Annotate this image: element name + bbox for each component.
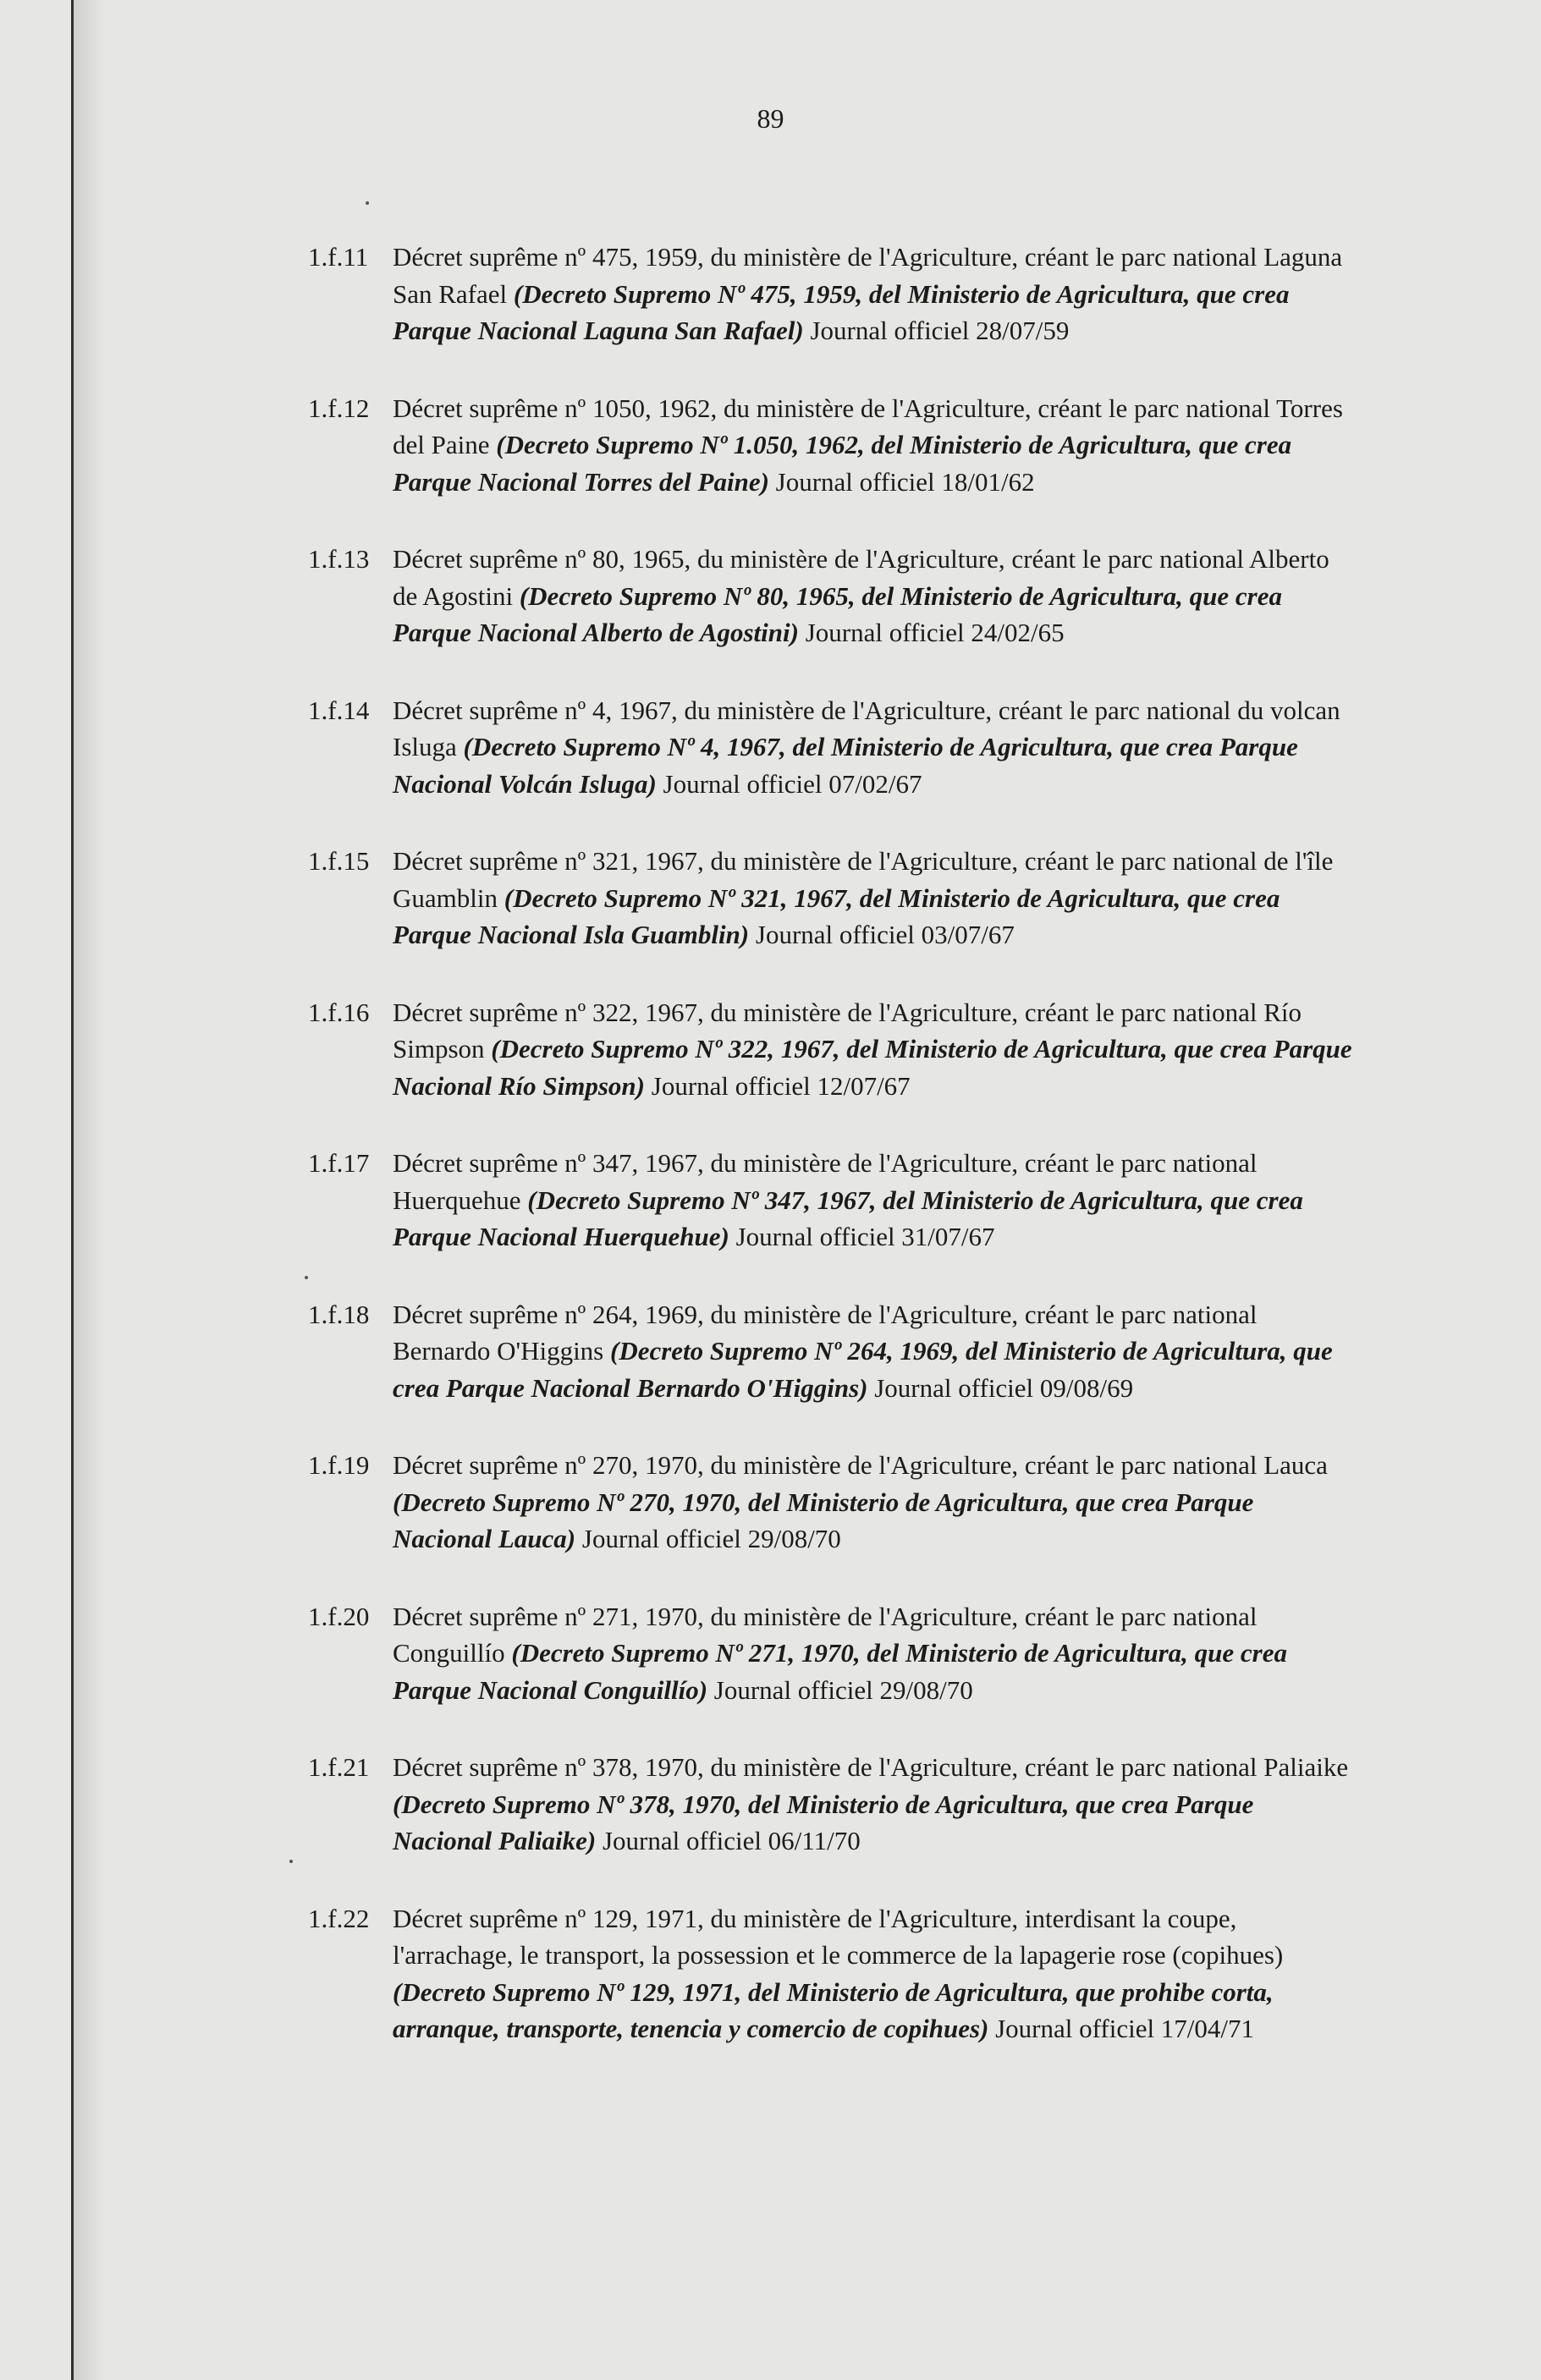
- entry-text: [393, 1296, 1357, 1407]
- entry-title-spanish: (Decreto Supremo Nº 129, 1971, del Ministerio de Agricultura, que prohibe corta, arranque, transporte, tenencia y comercio de copihues): [393, 1976, 1274, 2043]
- entry-code: 1.f.19: [308, 1450, 370, 1480]
- entry-journal: Journal officiel 12/07/67: [651, 1070, 911, 1101]
- entry-text-french: Décret suprême nº 129, 1971, du ministère de l'Agriculture, interdisant la coupe, l'arrachage, le transport, la possession et le commerce de la lapagerie rose (copihues): [393, 1903, 1284, 1970]
- entry-text: [393, 390, 1357, 501]
- decree-entry: [308, 1145, 1357, 1256]
- entry-code: 1.f.17: [308, 1148, 370, 1178]
- decree-entry: [308, 1296, 1357, 1407]
- decree-entry: [308, 1447, 1357, 1558]
- entry-title-spanish: (Decreto Supremo Nº 270, 1970, del Ministerio de Agricultura, que crea Parque Nacional Lauca): [393, 1487, 1254, 1553]
- decree-entry: [308, 541, 1357, 651]
- entry-journal: Journal officiel 28/07/59: [810, 316, 1070, 345]
- entry-text: [393, 1145, 1357, 1256]
- entry-text-french: Décret suprême nº 271, 1970, du ministère de l'Agriculture, créant le parc national Conguillío: [393, 1601, 1258, 1668]
- entry-title-spanish: (Decreto Supremo Nº 475, 1959, del Ministerio de Agricultura, que crea Parque Nacional Laguna San Rafael): [393, 278, 1290, 345]
- entry-text: [393, 239, 1357, 349]
- entry-journal: Journal officiel 07/02/67: [663, 768, 922, 799]
- entry-code: 1.f.14: [308, 695, 370, 725]
- decree-entry: [308, 1900, 1357, 2047]
- page-binding-shadow: [74, 0, 104, 2380]
- entry-title-spanish: (Decreto Supremo Nº 378, 1970, del Ministerio de Agricultura, que crea Parque Nacional Paliaike): [393, 1789, 1254, 1855]
- decree-entry: [308, 994, 1357, 1105]
- paper-speck: [366, 201, 369, 205]
- entry-journal: Journal officiel 29/08/70: [581, 1524, 841, 1553]
- entry-text-french: Décret suprême nº 4, 1967, du ministère de l'Agriculture, créant le parc national du volcan Isluga: [393, 695, 1340, 761]
- entry-title-spanish: (Decreto Supremo Nº 322, 1967, del Ministerio de Agricultura, que crea Parque Nacional Río Simpson): [393, 1034, 1352, 1101]
- paper-speck: [289, 1860, 293, 1863]
- decree-entry: [308, 692, 1357, 803]
- entry-code: 1.f.13: [308, 544, 370, 574]
- entry-title-spanish: (Decreto Supremo Nº 271, 1970, del Ministerio de Agricultura, que crea Parque Nacional Conguillío): [393, 1638, 1287, 1705]
- decree-entry: [308, 1749, 1357, 1860]
- entry-text-french: Décret suprême nº 1050, 1962, du ministère de l'Agriculture, créant le parc national Torres del Paine: [393, 393, 1343, 459]
- entry-code: 1.f.12: [308, 393, 370, 423]
- entry-code: 1.f.15: [308, 846, 370, 876]
- entry-title-spanish: (Decreto Supremo Nº 321, 1967, del Ministerio de Agricultura, que crea Parque Nacional Isla Guamblin): [393, 882, 1280, 949]
- entry-title-spanish: (Decreto Supremo Nº 4, 1967, del Ministerio de Agricultura, que crea Parque Nacional Volcán Isluga): [393, 732, 1298, 799]
- entry-title-spanish: (Decreto Supremo Nº 264, 1969, del Ministerio de Agricultura, que crea Parque Nacional Bernardo O'Higgins): [393, 1336, 1333, 1403]
- page-number: 89: [757, 103, 784, 134]
- entry-text-french: Décret suprême nº 347, 1967, du ministère de l'Agriculture, créant le parc national Huerquehue: [393, 1148, 1258, 1215]
- entry-text: [393, 692, 1357, 803]
- entry-text-french: Décret suprême nº 270, 1970, du ministère de l'Agriculture, créant le parc national Lauca: [393, 1450, 1328, 1480]
- entry-code: 1.f.11: [308, 242, 369, 272]
- entry-text-french: Décret suprême nº 378, 1970, du ministère de l'Agriculture, créant le parc national Paliaike: [393, 1752, 1349, 1782]
- entry-code: 1.f.16: [308, 997, 370, 1027]
- entry-code: 1.f.18: [308, 1299, 370, 1329]
- entry-text: [393, 1598, 1357, 1709]
- entry-code: 1.f.22: [308, 1903, 370, 1933]
- entry-journal: Journal officiel 18/01/62: [775, 466, 1035, 497]
- decree-list: [308, 239, 1357, 2088]
- entry-text-french: Décret suprême nº 321, 1967, du ministère de l'Agriculture, créant le parc national de l'île Guamblin: [393, 846, 1334, 913]
- entry-text-french: Décret suprême nº 80, 1965, du ministère de l'Agriculture, créant le parc national Alberto de Agostini: [393, 544, 1329, 611]
- entry-text: [393, 541, 1357, 651]
- entry-code: 1.f.20: [308, 1601, 370, 1631]
- entry-code: 1.f.21: [308, 1752, 370, 1782]
- entry-journal: Journal officiel 06/11/70: [602, 1826, 861, 1855]
- entry-title-spanish: (Decreto Supremo Nº 347, 1967, del Ministerio de Agricultura, que crea Parque Nacional Huerquehue): [393, 1185, 1303, 1251]
- entry-text: [393, 1749, 1357, 1860]
- decree-entry: [308, 1598, 1357, 1709]
- decree-entry: [308, 239, 1357, 349]
- entry-text-french: Décret suprême nº 264, 1969, du ministère de l'Agriculture, créant le parc national Bernardo O'Higgins: [393, 1299, 1258, 1366]
- entry-journal: Journal officiel 24/02/65: [805, 618, 1065, 647]
- entry-journal: Journal officiel 29/08/70: [713, 1674, 973, 1705]
- entry-title-spanish: (Decreto Supremo Nº 80, 1965, del Ministerio de Agricultura, que crea Parque Nacional Alberto de Agostini): [393, 580, 1282, 647]
- entry-text: [393, 1900, 1357, 2047]
- entry-journal: Journal officiel 17/04/71: [995, 2014, 1255, 2043]
- entry-journal: Journal officiel 03/07/67: [755, 920, 1015, 949]
- entry-title-spanish: (Decreto Supremo Nº 1.050, 1962, del Ministerio de Agricultura, que crea Parque Nacional Torres del Paine): [393, 430, 1292, 497]
- entry-text: [393, 843, 1357, 954]
- entry-journal: Journal officiel 31/07/67: [735, 1222, 995, 1251]
- entry-text-french: Décret suprême nº 475, 1959, du ministère de l'Agriculture, créant le parc national Laguna San Rafael: [393, 242, 1343, 309]
- entry-text-french: Décret suprême nº 322, 1967, du ministère de l'Agriculture, créant le parc national Río Simpson: [393, 997, 1302, 1064]
- entry-text: [393, 1447, 1357, 1558]
- paper-speck: [305, 1276, 308, 1279]
- decree-entry: [308, 843, 1357, 954]
- entry-text: [393, 994, 1357, 1105]
- entry-journal: Journal officiel 09/08/69: [874, 1372, 1134, 1403]
- decree-entry: [308, 390, 1357, 501]
